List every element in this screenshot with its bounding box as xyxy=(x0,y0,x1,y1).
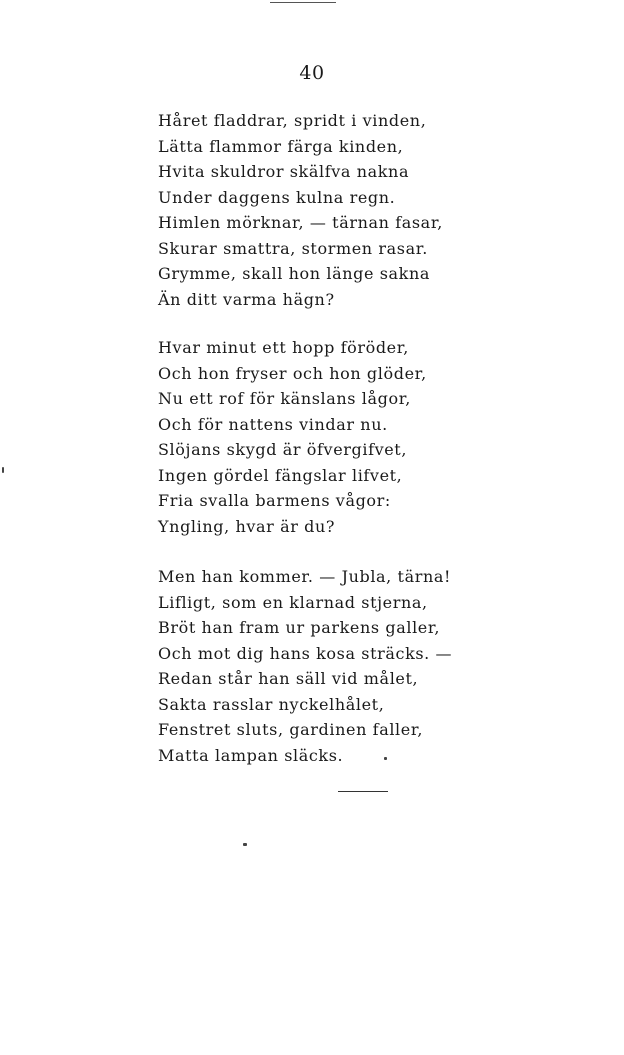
end-rule xyxy=(338,791,388,792)
poem-line: Lifligt, som en klarnad stjerna, xyxy=(158,592,428,612)
stanza-1 xyxy=(158,108,443,312)
print-speck xyxy=(243,843,247,846)
print-speck xyxy=(2,467,4,473)
poem-line: Hvar minut ett hopp föröder, xyxy=(158,338,409,357)
page-number: 40 xyxy=(299,62,325,84)
poem-line: Och för nattens vindar nu. xyxy=(158,414,388,434)
poem-line: Bröt han fram ur parkens galler, xyxy=(158,618,441,637)
poem-line: Slöjans skygd är öfvergifvet, xyxy=(158,440,408,459)
poem-line: Fria svalla barmens vågor: xyxy=(158,491,391,510)
poem-line: Ingen gördel fängslar lifvet, xyxy=(158,465,403,485)
poem-line: Matta lampan släcks. xyxy=(158,745,344,765)
poem-line: Och hon fryser och hon glöder, xyxy=(158,363,427,383)
poem-line: Grymme, skall hon länge sakna xyxy=(158,264,430,283)
stanza-2 xyxy=(158,335,427,539)
poem-line: Skurar smattra, stormen rasar. xyxy=(158,238,428,258)
poem-line: Och mot dig hans kosa sträcks. — xyxy=(158,643,453,663)
poem-line: Nu ett rof för känslans lågor, xyxy=(158,389,411,408)
poem-line: Yngling, hvar är du? xyxy=(158,516,336,536)
top-border-rule xyxy=(270,2,336,3)
poem-line: Men han kommer. — Jubla, tärna! xyxy=(158,567,452,586)
poem-line: Sakta rasslar nyckelhålet, xyxy=(158,694,385,714)
poem-line: Under daggens kulna regn. xyxy=(158,187,396,207)
poem-line: Himlen mörknar, — tärnan fasar, xyxy=(158,213,443,232)
print-speck xyxy=(384,757,387,760)
poem-line: Lätta flammor färga kinden, xyxy=(158,136,404,156)
stanza-3 xyxy=(158,564,452,768)
poem-line: Än ditt varma hägn? xyxy=(158,289,335,309)
poem-line: Redan står han säll vid målet, xyxy=(158,669,419,688)
poem-line: Hvita skuldror skälfva nakna xyxy=(158,162,410,181)
poem-line: Fenstret sluts, gardinen faller, xyxy=(158,720,424,739)
poem-line: Håret fladdrar, spridt i vinden, xyxy=(158,111,427,130)
